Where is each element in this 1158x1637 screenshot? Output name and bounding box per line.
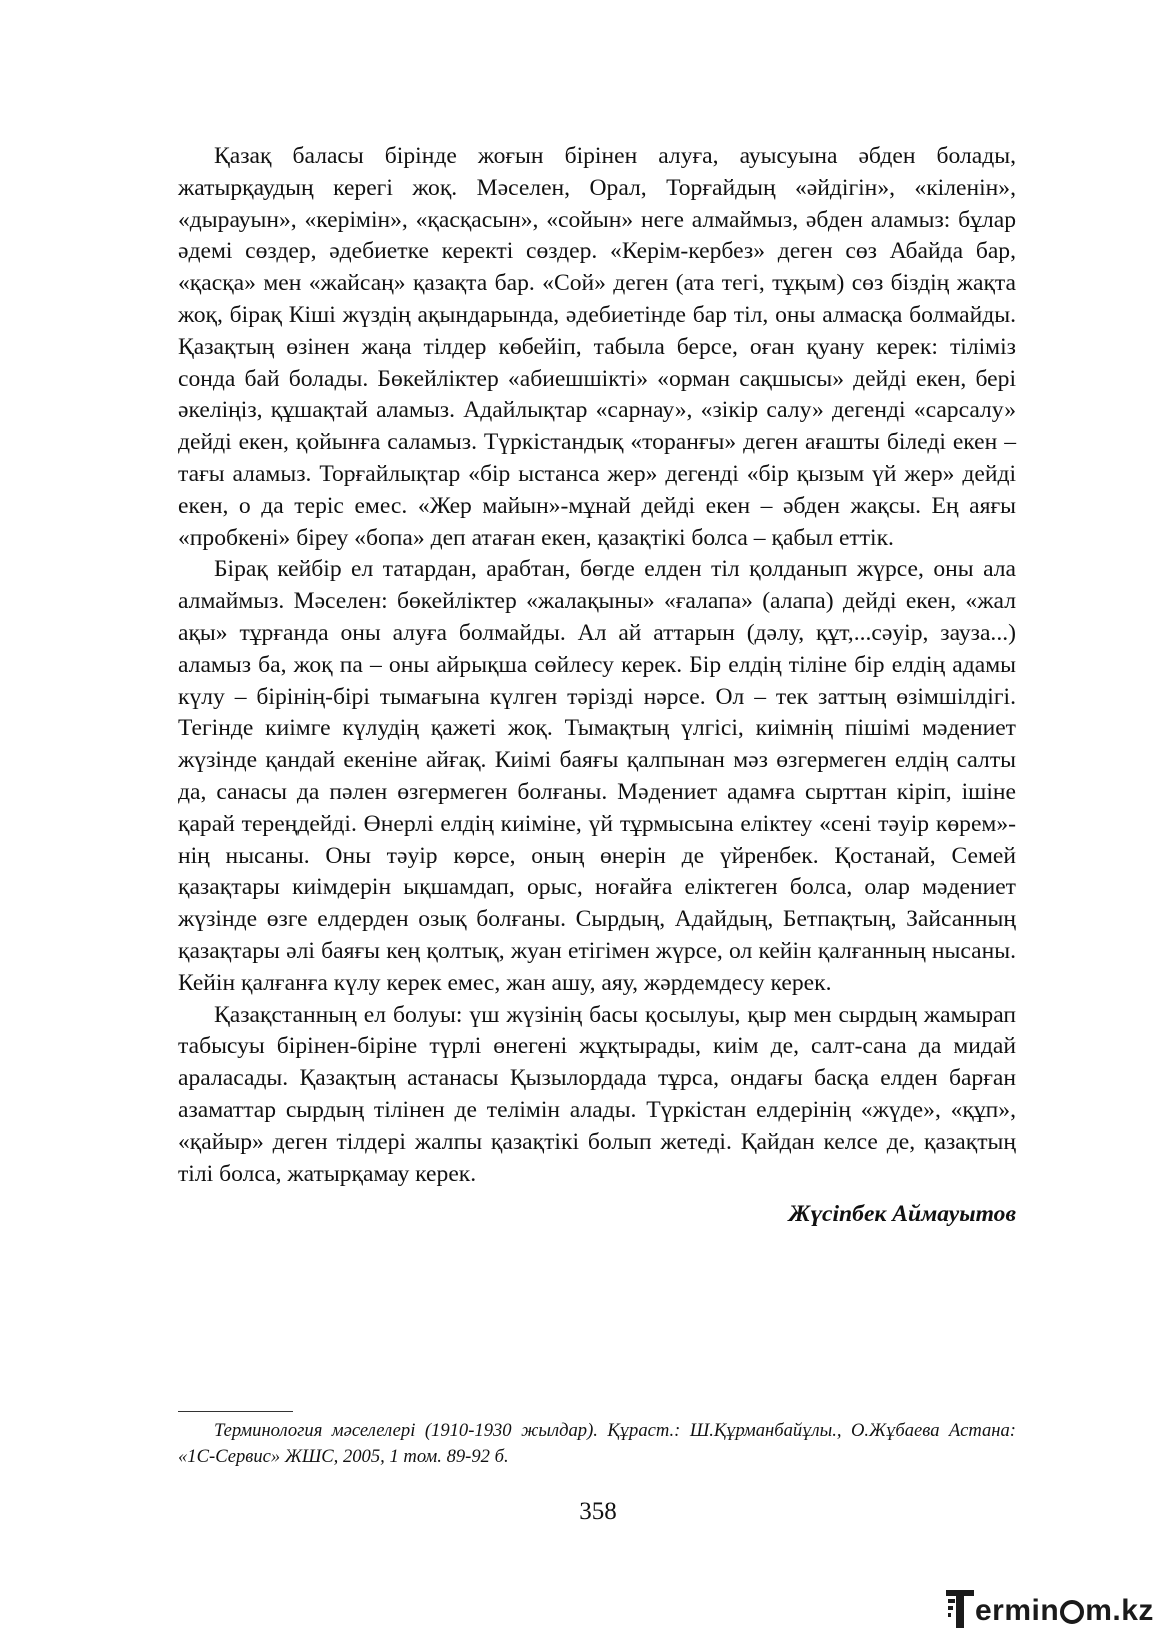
page-body bbox=[178, 141, 1016, 1231]
page-number: 358 bbox=[579, 1498, 617, 1525]
watermark-text-before: ermin bbox=[975, 1594, 1060, 1627]
footnote-divider bbox=[178, 1411, 293, 1412]
watermark-text-after: m.kz bbox=[1085, 1594, 1154, 1627]
footnote: Терминология мәселелері (1910-1930 жылдар). Құраст.: Ш.Құрманбайұлы., О.Жұбаева Астана: «1С-Сервис» ЖШС, 2005, 1 том. 89-92 б. bbox=[178, 1420, 1016, 1467]
paragraph-1: Қазақ баласы бірінде жоғын бірінен алуға, ауысуына әбден болады, жатырқаудың керегі жоқ. Мәселен, Орал, Торғайдың «әйдігін», «кіленін», «дырауын», «керімін», «қасқасын», «сойын» неге алмаймыз, әбден аламыз: бұлар әдемі сөздер, әдебиетке керекті сөздер. «Керім-кербез» деген сөз Абайда бар, «қасқа» мен «жайсаң» қазақта бар. «Сой» деген (ата тегі, тұқым) сөз біздің жақта жоқ, бірақ Кіші жүздің ақындарында, әдебиетінде бар тіл, оны алмасқа болмайды. Қазақтың өзінен жаңа тілдер көбейіп, табыла берсе, оған қуану керек: тіліміз сонда бай болады. Бөкейліктер «абиешшікті» «орман сақшысы» дейді екен, бері әкеліңіз, құшақтай аламыз. Адайлықтар «сарнау», «зікір салу» дегенді «сарсалу» дейді екен, қойынға саламыз. Түркістандық «торанғы» деген ағашты біледі екен – тағы аламыз. Торғайлықтар «бір ыстанса жер» дегенді «бір қызым үй жер» дейді екен, о да теріс емес. «Жер майын»-мұнай дейді екен – әбден жақсы. Ең аяғы «пробкені» біреу «бопа» деп атаған екен, қазақтікі болса – қабыл еттік. bbox=[178, 143, 1016, 551]
paragraph-2: Бірақ кейбір ел татардан, арабтан, бөгде елден тіл қолданып жүрсе, оны ала алмаймыз. Мәселен: бөкейліктер «жалақыны» «ғалапа» (алапа) дейді екен, «жал ақы» тұрғанда оны алуға болмайды. Ал ай аттарын (дәлу, құт,...сәуір, зауза...) аламыз ба, жоқ па – оны айрықша сөйлесу керек. Бір елдің тіліне бір елдің адамы күлу – бірінің-бірі тымағына күлген тәрізді нәрсе. Ол – тек заттың өзімшілдігі. Тегінде киімге күлудің қажеті жоқ. Тымақтың үлгісі, киімнің пішімі мәдениет жүзінде қандай екеніне айғақ. Киімі баяғы қалпынан мәз өзгермеген елдің салты да, санасы да пәлен өзгермеген болғаны. Мәдениет адамға сырттан кіріп, ішіне қарай тереңдейді. Өнерлі елдің киіміне, үй тұрмысына еліктеу «сені тәуір көрем»-нің нысаны. Оны тәуір көрсе, оның өнерін де үйренбек. Қостанай, Семей қазақтары киімдерін ықшамдап, орыс, ноғайға еліктеген болса, олар мәдениет жүзінде өзге елдерден озық болғаны. Сырдың, Адайдың, Бетпақтың, Зайсанның қазақтары әлі баяғы кең қолтық, жуан етігімен жүрсе, ол кейін қалғанның нысаны. Кейін қалғанға күлу керек емес, жан ашу, аяу, жәрдемдесу керек. bbox=[178, 556, 1016, 996]
paragraph-3: Қазақстанның ел болуы: үш жүзінің басы қосылуы, қыр мен сырдың жамырап табысуы бірінен-біріне түрлі өнегені жұқтырады, киім де, салт-сана да мидай араласады. Қазақтың астанасы Қызылордада тұрса, ондағы басқа елден барған азаматтар сырдың тілінен де телімін алады. Түркістан елдерінің «жүде», «құп», «қайыр» деген тілдері жалпы қазақтікі болып жетеді. Қайдан келсе де, қазақтың тілі болса, жатырқамау керек. bbox=[178, 1001, 1016, 1187]
author-signature: Жүсіпбек Аймауытов bbox=[788, 1201, 1016, 1228]
termincom-watermark bbox=[946, 1588, 1154, 1628]
termincom-logo-icon bbox=[946, 1588, 975, 1628]
watermark-o-ring-icon bbox=[1060, 1600, 1084, 1624]
